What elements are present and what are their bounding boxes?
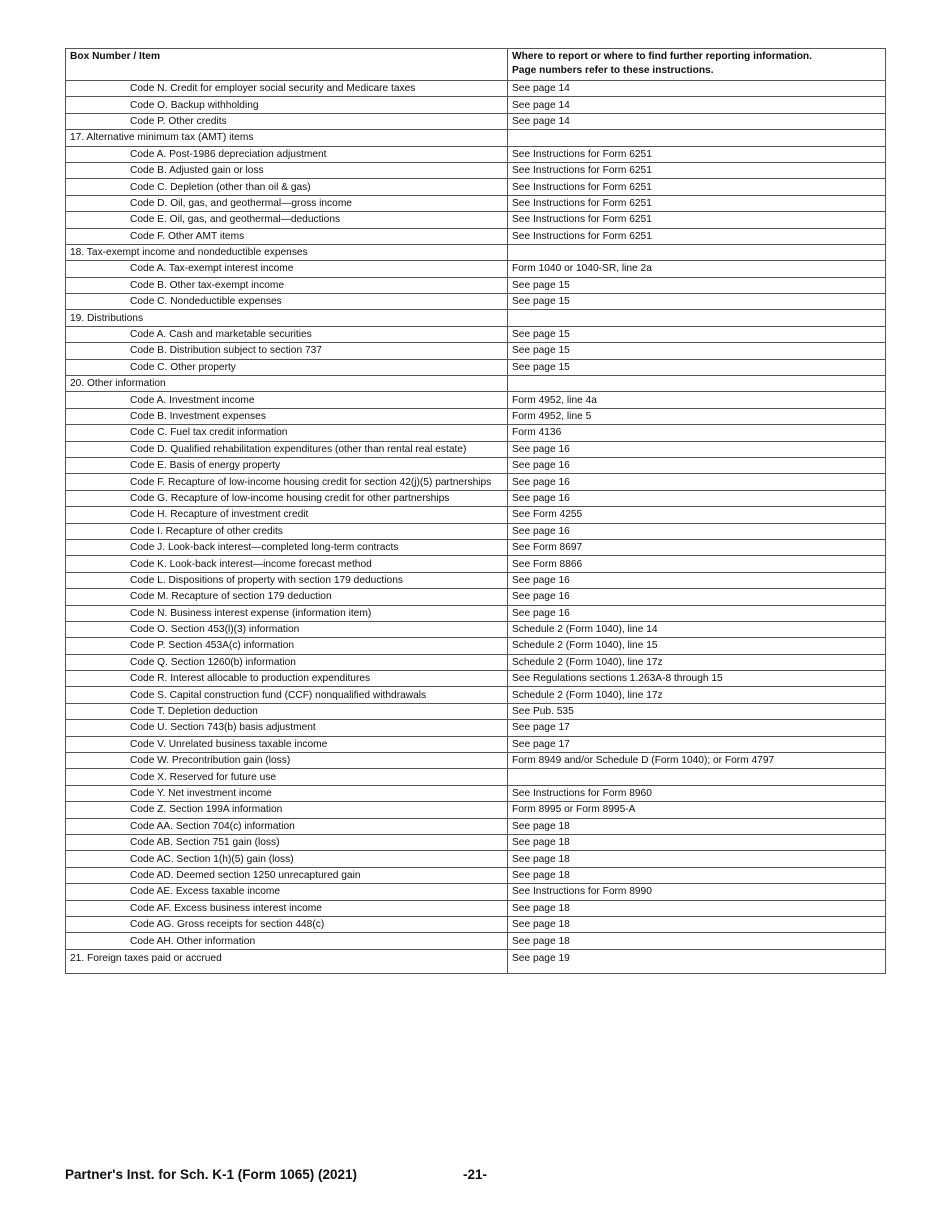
row-where-to-report: See Instructions for Form 6251 [508, 162, 886, 178]
table-row [66, 867, 886, 883]
row-where-to-report: Schedule 2 (Form 1040), line 15 [508, 638, 886, 654]
table-row [66, 113, 886, 129]
row-code-item: Code AE. Excess taxable income [66, 884, 508, 900]
row-code-item: Code P. Other credits [66, 113, 508, 129]
row-code-item: Code O. Section 453(l)(3) information [66, 621, 508, 637]
table-row [66, 785, 886, 801]
row-where-to-report: See Instructions for Form 8990 [508, 884, 886, 900]
table-row [66, 162, 886, 178]
row-code-item: Code A. Cash and marketable securities [66, 326, 508, 342]
row-where-to-report: See page 18 [508, 916, 886, 932]
row-code-item: Code A. Tax-exempt interest income [66, 261, 508, 277]
row-code-item: Code AF. Excess business interest income [66, 900, 508, 916]
row-where-to-report: See page 18 [508, 834, 886, 850]
table-body [66, 81, 886, 974]
row-code-item: Code X. Reserved for future use [66, 769, 508, 785]
row-where-to-report: Form 4952, line 5 [508, 408, 886, 424]
row-box-item: 21. Foreign taxes paid or accrued [66, 949, 508, 973]
row-code-item: Code N. Business interest expense (information item) [66, 605, 508, 621]
row-code-item: Code F. Other AMT items [66, 228, 508, 244]
column-header-where-line2: Page numbers refer to these instructions. [512, 65, 714, 76]
row-code-item: Code B. Investment expenses [66, 408, 508, 424]
row-code-item: Code E. Oil, gas, and geothermal—deductions [66, 212, 508, 228]
column-header-item: Box Number / Item [66, 49, 508, 81]
row-where-to-report: See page 16 [508, 572, 886, 588]
reporting-table [65, 48, 886, 974]
row-code-item: Code AB. Section 751 gain (loss) [66, 834, 508, 850]
table-row [66, 834, 886, 850]
table-row [66, 376, 886, 392]
table-row [66, 179, 886, 195]
table-row [66, 802, 886, 818]
row-code-item: Code D. Qualified rehabilitation expenditures (other than rental real estate) [66, 441, 508, 457]
row-where-to-report: See page 16 [508, 490, 886, 506]
table-row [66, 507, 886, 523]
row-code-item: Code G. Recapture of low-income housing credit for other partnerships [66, 490, 508, 506]
row-where-to-report: See page 14 [508, 97, 886, 113]
row-code-item: Code N. Credit for employer social security and Medicare taxes [66, 81, 508, 97]
row-code-item: Code J. Look-back interest—completed long-term contracts [66, 539, 508, 555]
row-where-to-report [508, 376, 886, 392]
row-where-to-report [508, 310, 886, 326]
row-where-to-report: See Instructions for Form 8960 [508, 785, 886, 801]
table-row [66, 228, 886, 244]
row-where-to-report: See page 16 [508, 605, 886, 621]
table-row [66, 294, 886, 310]
table-row [66, 457, 886, 473]
row-where-to-report: See page 17 [508, 736, 886, 752]
row-where-to-report: See page 16 [508, 523, 886, 539]
table-row [66, 687, 886, 703]
row-code-item: Code S. Capital construction fund (CCF) nonqualified withdrawals [66, 687, 508, 703]
row-where-to-report: See Pub. 535 [508, 703, 886, 719]
table-row [66, 326, 886, 342]
row-where-to-report: See page 16 [508, 589, 886, 605]
table-row [66, 933, 886, 949]
table-row [66, 703, 886, 719]
table-row [66, 277, 886, 293]
table-row [66, 753, 886, 769]
table-row [66, 392, 886, 408]
row-where-to-report: See Instructions for Form 6251 [508, 228, 886, 244]
row-where-to-report: See page 18 [508, 933, 886, 949]
table-row [66, 605, 886, 621]
table-row [66, 720, 886, 736]
row-where-to-report: See Instructions for Form 6251 [508, 179, 886, 195]
table-row [66, 621, 886, 637]
row-code-item: Code R. Interest allocable to production expenditures [66, 671, 508, 687]
table-row [66, 310, 886, 326]
table-row [66, 408, 886, 424]
table-row [66, 425, 886, 441]
row-box-item: 19. Distributions [66, 310, 508, 326]
row-code-item: Code AA. Section 704(c) information [66, 818, 508, 834]
row-where-to-report: See page 16 [508, 441, 886, 457]
table-row [66, 572, 886, 588]
row-code-item: Code C. Other property [66, 359, 508, 375]
row-where-to-report: See Regulations sections 1.263A-8 through 15 [508, 671, 886, 687]
table-row [66, 261, 886, 277]
table-row [66, 884, 886, 900]
row-code-item: Code U. Section 743(b) basis adjustment [66, 720, 508, 736]
row-code-item: Code Q. Section 1260(b) information [66, 654, 508, 670]
row-where-to-report [508, 130, 886, 146]
row-code-item: Code AG. Gross receipts for section 448(c) [66, 916, 508, 932]
row-where-to-report: See Form 8697 [508, 539, 886, 555]
table-row [66, 556, 886, 572]
table-row [66, 916, 886, 932]
row-where-to-report: See page 16 [508, 474, 886, 490]
row-code-item: Code Z. Section 199A information [66, 802, 508, 818]
table-row [66, 81, 886, 97]
row-code-item: Code Y. Net investment income [66, 785, 508, 801]
row-where-to-report: See page 18 [508, 818, 886, 834]
table-row [66, 949, 886, 973]
row-where-to-report: See page 15 [508, 277, 886, 293]
row-code-item: Code V. Unrelated business taxable income [66, 736, 508, 752]
table-row [66, 638, 886, 654]
row-where-to-report: See page 18 [508, 867, 886, 883]
table-row [66, 130, 886, 146]
table-row [66, 146, 886, 162]
row-where-to-report: See Form 8866 [508, 556, 886, 572]
table-row [66, 343, 886, 359]
row-where-to-report: See page 15 [508, 343, 886, 359]
row-box-item: 18. Tax-exempt income and nondeductible expenses [66, 244, 508, 260]
row-code-item: Code A. Investment income [66, 392, 508, 408]
row-where-to-report: See page 14 [508, 113, 886, 129]
row-code-item: Code W. Precontribution gain (loss) [66, 753, 508, 769]
row-code-item: Code E. Basis of energy property [66, 457, 508, 473]
row-where-to-report: See page 16 [508, 457, 886, 473]
row-where-to-report: See page 18 [508, 900, 886, 916]
row-code-item: Code B. Adjusted gain or loss [66, 162, 508, 178]
row-where-to-report: Schedule 2 (Form 1040), line 17z [508, 654, 886, 670]
row-code-item: Code C. Fuel tax credit information [66, 425, 508, 441]
footer-title: Partner's Inst. for Sch. K-1 (Form 1065) (2021) [65, 1167, 358, 1182]
row-code-item: Code C. Nondeductible expenses [66, 294, 508, 310]
row-code-item: Code D. Oil, gas, and geothermal—gross income [66, 195, 508, 211]
row-box-item: 17. Alternative minimum tax (AMT) items [66, 130, 508, 146]
row-code-item: Code O. Backup withholding [66, 97, 508, 113]
table-row [66, 523, 886, 539]
row-where-to-report [508, 244, 886, 260]
row-where-to-report: Form 4136 [508, 425, 886, 441]
table-row [66, 244, 886, 260]
row-code-item: Code C. Depletion (other than oil & gas) [66, 179, 508, 195]
row-code-item: Code M. Recapture of section 179 deduction [66, 589, 508, 605]
row-code-item: Code P. Section 453A(c) information [66, 638, 508, 654]
row-where-to-report: See page 15 [508, 326, 886, 342]
table-row [66, 195, 886, 211]
row-where-to-report: See page 14 [508, 81, 886, 97]
row-where-to-report: Schedule 2 (Form 1040), line 14 [508, 621, 886, 637]
table-row [66, 212, 886, 228]
row-where-to-report: Form 8995 or Form 8995-A [508, 802, 886, 818]
column-header-where [508, 49, 886, 81]
page-number: -21- [463, 1167, 488, 1182]
table-row [66, 441, 886, 457]
row-where-to-report: See page 18 [508, 851, 886, 867]
row-code-item: Code L. Dispositions of property with section 179 deductions [66, 572, 508, 588]
row-where-to-report: See page 15 [508, 294, 886, 310]
row-where-to-report: See page 17 [508, 720, 886, 736]
row-where-to-report: See page 15 [508, 359, 886, 375]
table-row [66, 769, 886, 785]
table-row [66, 736, 886, 752]
row-where-to-report: See Instructions for Form 6251 [508, 146, 886, 162]
row-where-to-report: Form 1040 or 1040-SR, line 2a [508, 261, 886, 277]
row-where-to-report [508, 769, 886, 785]
table-row [66, 490, 886, 506]
table-row [66, 97, 886, 113]
table-row [66, 359, 886, 375]
table-row [66, 474, 886, 490]
row-where-to-report: Form 8949 and/or Schedule D (Form 1040); or Form 4797 [508, 753, 886, 769]
table-row [66, 671, 886, 687]
row-code-item: Code B. Distribution subject to section 737 [66, 343, 508, 359]
table-header-row [66, 49, 886, 81]
row-where-to-report: See Form 4255 [508, 507, 886, 523]
row-code-item: Code A. Post-1986 depreciation adjustment [66, 146, 508, 162]
row-code-item: Code AC. Section 1(h)(5) gain (loss) [66, 851, 508, 867]
table-row [66, 654, 886, 670]
row-code-item: Code K. Look-back interest—income forecast method [66, 556, 508, 572]
table-row [66, 589, 886, 605]
row-where-to-report: See page 19 [508, 949, 886, 973]
row-code-item: Code AH. Other information [66, 933, 508, 949]
row-where-to-report: Form 4952, line 4a [508, 392, 886, 408]
row-code-item: Code B. Other tax-exempt income [66, 277, 508, 293]
row-where-to-report: See Instructions for Form 6251 [508, 195, 886, 211]
row-where-to-report: See Instructions for Form 6251 [508, 212, 886, 228]
row-code-item: Code F. Recapture of low-income housing credit for section 42(j)(5) partnerships [66, 474, 508, 490]
table-row [66, 900, 886, 916]
row-code-item: Code I. Recapture of other credits [66, 523, 508, 539]
table-row [66, 539, 886, 555]
column-header-where-line1: Where to report or where to find further reporting information. [512, 51, 812, 62]
row-code-item: Code T. Depletion deduction [66, 703, 508, 719]
table-row [66, 851, 886, 867]
row-where-to-report: Schedule 2 (Form 1040), line 17z [508, 687, 886, 703]
row-box-item: 20. Other information [66, 376, 508, 392]
row-code-item: Code H. Recapture of investment credit [66, 507, 508, 523]
table-row [66, 818, 886, 834]
row-code-item: Code AD. Deemed section 1250 unrecaptured gain [66, 867, 508, 883]
